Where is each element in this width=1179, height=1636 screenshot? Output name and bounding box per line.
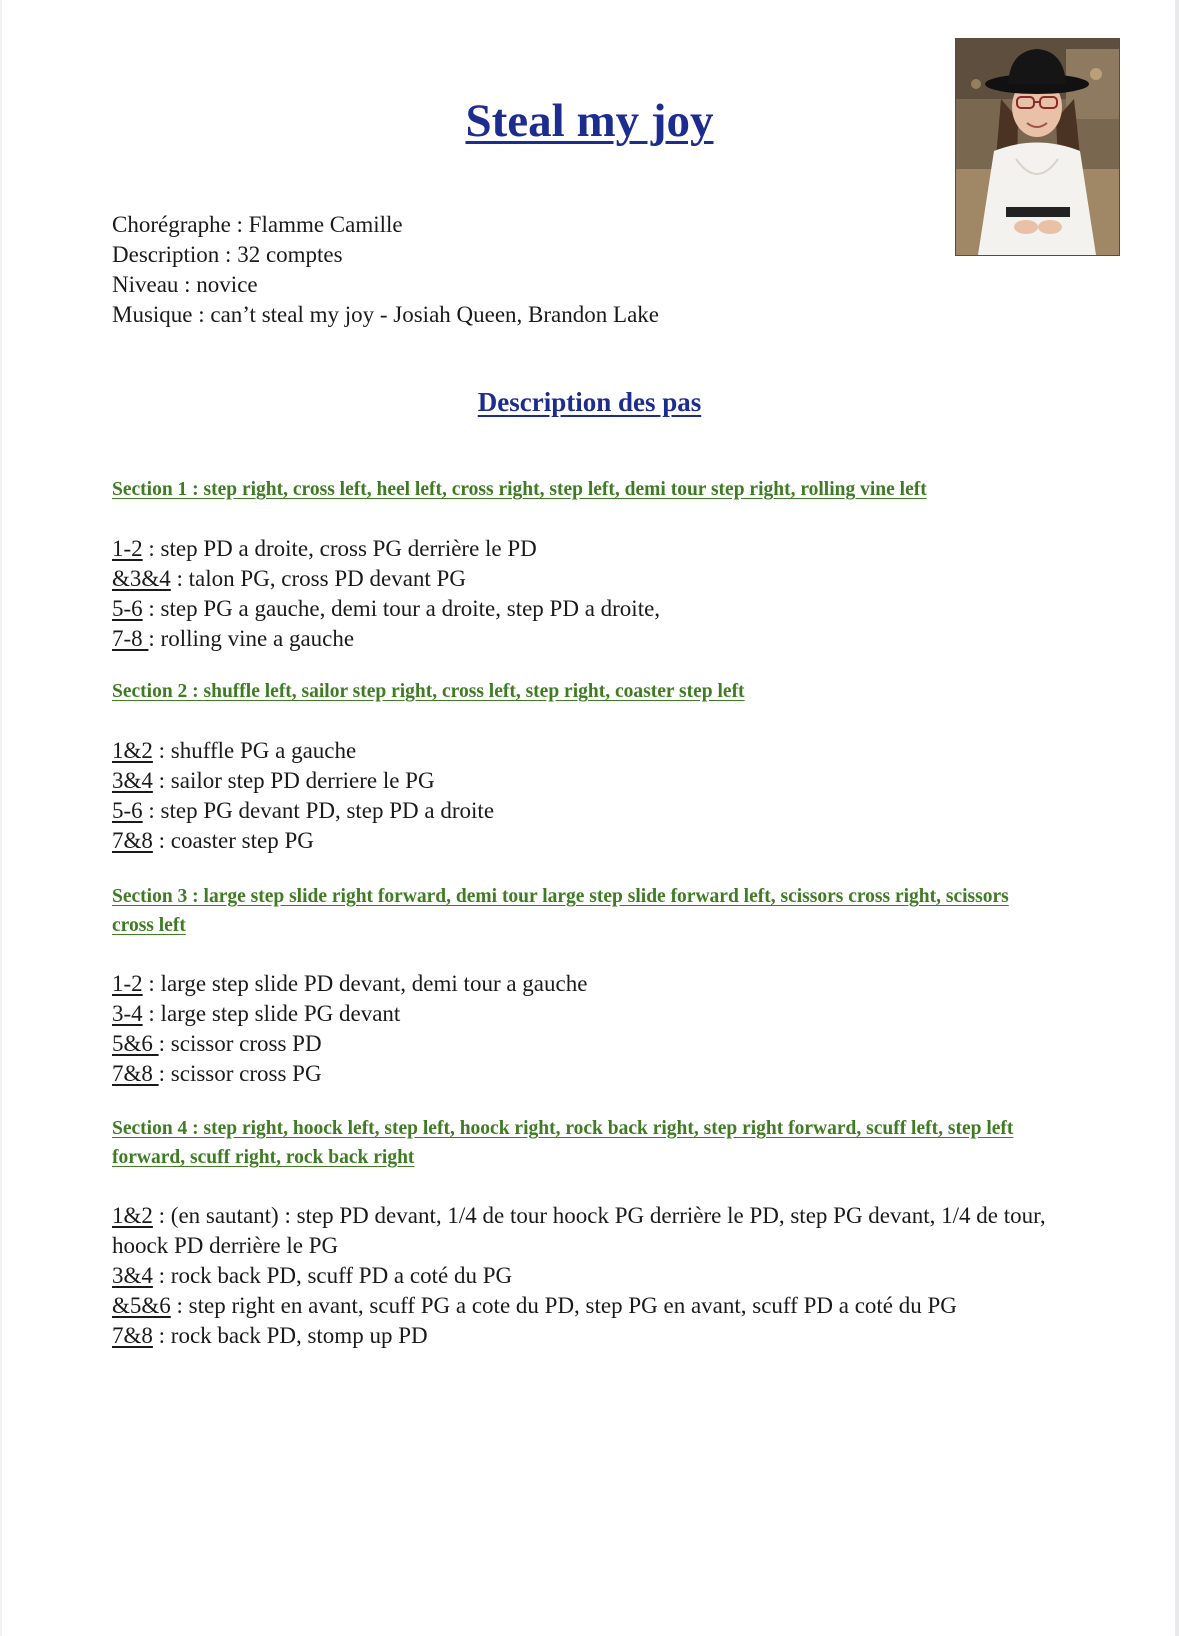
step-count: 5-6 [112, 596, 143, 621]
step-count: 1&2 [112, 738, 153, 763]
step-text: : rock back PD, stomp up PD [152, 1323, 428, 1348]
step-count: 7-8 [112, 626, 149, 651]
step-count: 3-4 [112, 1001, 143, 1026]
step-text: : (en sautant) : step PD devant, 1/4 de tour hoock PG derrière le PD, step PG devant, 1/4 de tour, hoock PD derrière le PG [112, 1203, 1046, 1258]
step-line [112, 826, 1052, 856]
dance-metadata [112, 210, 659, 330]
step-count: &5&6 [112, 1293, 171, 1318]
step-text: : talon PG, cross PD devant PG [170, 566, 466, 591]
step-line [112, 1291, 1052, 1321]
step-line [112, 999, 1052, 1029]
page-edge-left [0, 0, 2, 1636]
step-text: : large step slide PD devant, demi tour a gauche [142, 971, 588, 996]
step-line [112, 564, 1052, 594]
page-edge-right [1175, 0, 1179, 1636]
step-count: 1-2 [112, 536, 143, 561]
step-count: 1&2 [112, 1203, 153, 1228]
description-line: Description : 32 comptes [112, 242, 343, 267]
steps-subtitle: Description des pas [477, 387, 702, 417]
step-text: : step PD a droite, cross PG derrière le PD [142, 536, 537, 561]
step-line [112, 1029, 1052, 1059]
step-text: : step PG devant PD, step PD a droite [142, 798, 495, 823]
section-1-heading: Section 1 : step right, cross left, heel left, cross right, step left, demi tour step right, rolling vine left [112, 479, 927, 500]
step-text: : rolling vine a gauche [148, 626, 355, 651]
step-count: 3&4 [112, 768, 153, 793]
step-text: : scissor cross PD [158, 1031, 322, 1056]
step-line [112, 1261, 1052, 1291]
step-count: 5&6 [112, 1031, 159, 1056]
music-line: Musique : can’t steal my joy - Josiah Queen, Brandon Lake [112, 302, 659, 327]
step-count: 7&8 [112, 1061, 159, 1086]
choreographer-photo [955, 38, 1120, 256]
step-count: 7&8 [112, 1323, 153, 1348]
step-line [112, 1059, 1052, 1089]
section-2-heading: Section 2 : shuffle left, sailor step right, cross left, step right, coaster step left [112, 681, 745, 702]
step-line [112, 796, 1052, 826]
step-line [112, 736, 1052, 766]
step-text: : scissor cross PG [158, 1061, 322, 1086]
dance-title: Steal my joy [465, 95, 714, 147]
step-count: 3&4 [112, 1263, 153, 1288]
step-text: : large step slide PG devant [142, 1001, 401, 1026]
step-text: : step PG a gauche, demi tour a droite, step PD a droite, [142, 596, 661, 621]
step-line [112, 766, 1052, 796]
section-3-steps [112, 969, 1052, 1089]
section-3-heading: Section 3 : large step slide right forward, demi tour large step slide forward left, scissors cross right, scissors cross left [112, 886, 1009, 936]
section-2-steps [112, 736, 1052, 856]
step-line [112, 969, 1052, 999]
choreographer-line: Chorégraphe : Flamme Camille [112, 212, 403, 237]
step-count: 1-2 [112, 971, 143, 996]
level-line: Niveau : novice [112, 272, 258, 297]
step-line [112, 594, 1052, 624]
step-line [112, 624, 1052, 654]
step-count: &3&4 [112, 566, 171, 591]
step-text: : step right en avant, scuff PG a cote du PD, step PG en avant, scuff PD a coté du PG [170, 1293, 957, 1318]
step-count: 7&8 [112, 828, 153, 853]
step-line [112, 1321, 1052, 1351]
step-text: : sailor step PD derriere le PG [152, 768, 435, 793]
step-count: 5-6 [112, 798, 143, 823]
section-4-heading: Section 4 : step right, hoock left, step left, hoock right, rock back right, step right forward, scuff left, step left forward, scuff right, rock back right [112, 1118, 1014, 1168]
section-1-steps [112, 534, 1052, 654]
step-text: : shuffle PG a gauche [152, 738, 357, 763]
step-text: : coaster step PG [152, 828, 314, 853]
step-line [112, 1201, 1052, 1261]
step-line [112, 534, 1052, 564]
section-4-steps [112, 1201, 1052, 1351]
step-text: : rock back PD, scuff PD a coté du PG [152, 1263, 513, 1288]
